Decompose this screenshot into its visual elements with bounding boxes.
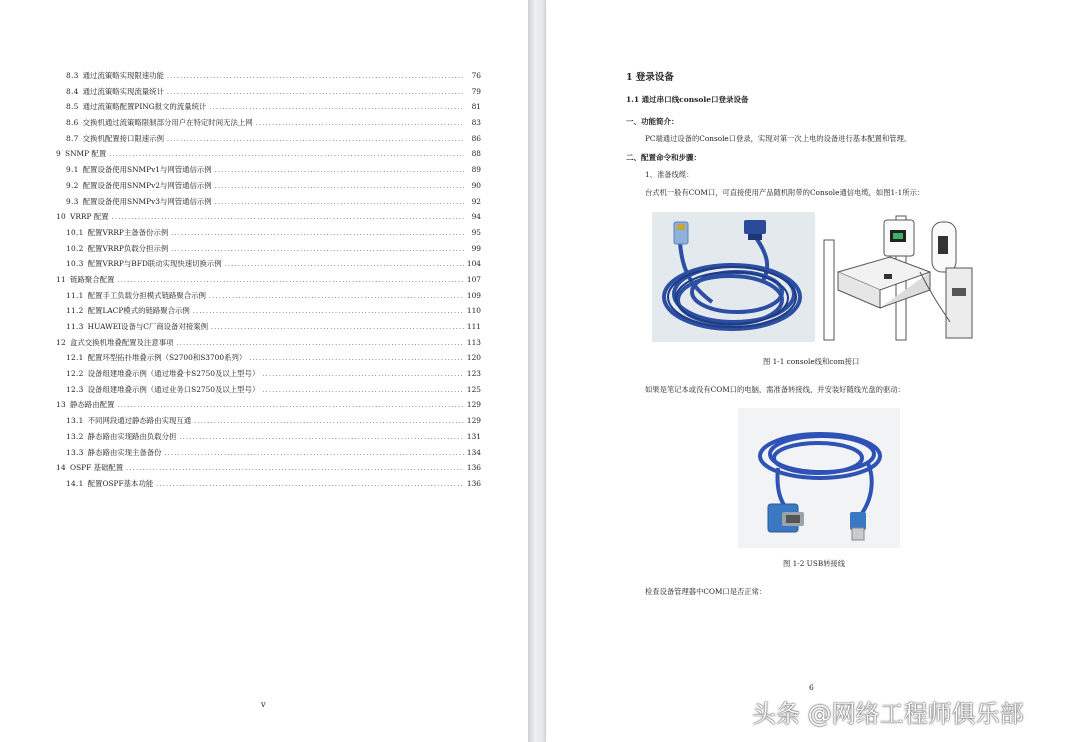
toc-leader-dots	[171, 246, 464, 253]
toc-entry-title: 通过流策略实现流量统计	[82, 86, 164, 96]
toc-entry[interactable]	[56, 101, 481, 117]
toc-entry-number: 12.2	[66, 369, 84, 379]
toc-entry[interactable]	[56, 337, 481, 353]
toc-entry[interactable]	[56, 258, 481, 274]
toc-leader-dots	[117, 402, 464, 409]
toc-entry-number: 11.2	[66, 306, 84, 316]
toc-entry-number: 9.2	[66, 180, 79, 190]
toc-entry-number: 14.1	[66, 478, 84, 488]
toc-entry-title: 设备组建堆叠示例（通过业务口S2750及以上型号）	[87, 384, 260, 394]
toc-entry-number: 8.6	[66, 118, 79, 128]
toc-entry-number: 8.3	[66, 71, 79, 80]
page-gutter	[528, 0, 546, 742]
toc-entry-page: 83	[471, 118, 481, 128]
toc-entry-page: 111	[466, 322, 481, 331]
toc-entry-page: 131	[466, 431, 481, 441]
toc-entry-title: 配置LACP模式的链路聚合示例	[87, 306, 190, 316]
toc-entry-number: 11.3	[66, 322, 84, 331]
toc-entry-page: 129	[466, 400, 481, 410]
toc-entry-page: 79	[471, 86, 481, 96]
toc-entry-number: 14	[56, 463, 67, 473]
console-cable-photo	[652, 212, 815, 342]
toc-entry[interactable]	[56, 227, 481, 243]
toc-leader-dots	[262, 387, 464, 394]
toc-entry-title: 设备组建堆叠示例（通过堆叠卡S2750及以上型号）	[87, 369, 260, 379]
toc-entry[interactable]	[56, 133, 481, 149]
toc-leader-dots	[156, 481, 464, 488]
table-of-contents	[56, 70, 481, 494]
toc-entry-title: 配置VRRP主备备份示例	[87, 227, 169, 237]
feature-intro-heading: 一、功能简介：	[626, 117, 679, 126]
toc-entry[interactable]	[56, 368, 481, 384]
toc-leader-dots	[209, 104, 464, 111]
laptop-instruction-text: 如果是笔记本或没有COM口的电脑，需准备转接线，并安装好随线光盘的驱动：	[645, 385, 905, 394]
toc-entry-number: 8.7	[66, 133, 79, 143]
toc-entry-page: 113	[466, 337, 481, 347]
toc-entry-page: 95	[471, 227, 481, 237]
watermark-text: 头条 @网络工程师俱乐部	[752, 700, 1024, 728]
toc-leader-dots	[215, 167, 464, 174]
toc-entry[interactable]	[56, 305, 481, 321]
section-heading: 1.1 通过串口线console口登录设备	[626, 95, 749, 104]
toc-entry[interactable]	[56, 196, 481, 212]
feature-intro-text: PC端通过设备的Console口登录，实现对第一次上电的设备进行基本配置和管理。	[645, 134, 912, 143]
toc-leader-dots	[167, 89, 464, 96]
toc-entry-title: HUAWEI设备与C厂商设备对接案例	[87, 322, 209, 331]
toc-entry-number: 11.1	[66, 290, 84, 300]
toc-entry-number: 8.4	[66, 86, 79, 96]
toc-entry-page: 109	[466, 290, 481, 300]
toc-entry-page: 134	[466, 447, 481, 457]
toc-entry[interactable]	[56, 321, 481, 337]
step-1-label: 1、准备线缆：	[645, 170, 694, 179]
toc-entry-title: 通过流策略实现限速功能	[82, 71, 164, 80]
toc-entry-title: 静态路由实现路由负载分担	[87, 431, 177, 441]
left-page-number: v	[261, 700, 266, 709]
toc-leader-dots	[177, 340, 464, 347]
toc-entry[interactable]	[56, 70, 481, 86]
toc-entry-title: 交换机通过流策略限制部分用户在特定时间无法上网	[82, 118, 253, 128]
toc-entry-number: 13.1	[66, 416, 84, 426]
toc-entry-title: 盒式交换机堆叠配置及注意事项	[70, 337, 174, 347]
toc-entry-page: 120	[466, 353, 481, 363]
toc-entry[interactable]	[56, 117, 481, 133]
figure-1-2-caption: 图 1-2 USB转接线	[783, 559, 846, 568]
toc-entry[interactable]	[56, 86, 481, 102]
toc-entry-number: 12.3	[66, 384, 84, 394]
toc-entry-page: 94	[471, 212, 481, 222]
toc-entry-page: 90	[471, 180, 481, 190]
toc-entry-page: 129	[466, 416, 481, 426]
toc-leader-dots	[211, 324, 464, 331]
toc-entry-title: 交换机配置接口限速示例	[82, 133, 164, 143]
toc-entry-title: 不同网段通过静态路由实现互通	[87, 416, 192, 426]
right-page-number: 6	[809, 683, 814, 692]
toc-entry[interactable]	[56, 431, 481, 447]
toc-entry-title: 配置OSPF基本功能	[87, 478, 154, 488]
toc-leader-dots	[167, 73, 464, 80]
toc-entry[interactable]	[56, 290, 481, 306]
toc-leader-dots	[225, 261, 464, 268]
toc-entry[interactable]	[56, 384, 481, 400]
steps-heading: 二、配置命令和步骤：	[626, 153, 701, 162]
toc-entry-number: 10	[56, 212, 67, 222]
toc-leader-dots	[126, 465, 464, 472]
toc-entry-title: 静态路由实现主备备份	[87, 447, 162, 457]
toc-entry-page: 89	[471, 165, 481, 175]
toc-entry-number: 11	[56, 274, 67, 284]
toc-entry-title: 配置环型拓扑堆叠示例（S2700和S3700系列）	[87, 353, 247, 363]
toc-entry-page: 92	[471, 196, 481, 206]
toc-entry-title: VRRP 配置	[70, 212, 109, 222]
toc-entry-number: 12.1	[66, 353, 84, 363]
toc-leader-dots	[215, 183, 464, 190]
toc-leader-dots	[171, 230, 464, 237]
toc-leader-dots	[112, 214, 464, 221]
toc-entry[interactable]	[56, 148, 481, 164]
toc-leader-dots	[262, 371, 464, 378]
toc-entry-number: 13	[56, 400, 67, 410]
toc-entry[interactable]	[56, 164, 481, 180]
toc-entry[interactable]	[56, 415, 481, 431]
toc-entry-number: 9.1	[66, 165, 79, 175]
toc-entry-page: 104	[466, 259, 481, 269]
toc-entry-number: 10.2	[66, 243, 84, 253]
toc-entry[interactable]	[56, 462, 481, 478]
toc-entry[interactable]	[56, 274, 481, 290]
toc-entry-title: 配置VRRP与BFD联动实现快速切换示例	[87, 259, 222, 269]
toc-entry[interactable]	[56, 211, 481, 227]
check-com-text: 检查设备管理器中COM口是否正常：	[645, 587, 767, 596]
toc-entry-number: 12	[56, 337, 67, 347]
toc-entry-number: 13.2	[66, 431, 84, 441]
com-port-illustration	[820, 212, 976, 342]
toc-entry[interactable]	[56, 243, 481, 259]
toc-leader-dots	[117, 277, 464, 284]
toc-entry-page: 76	[471, 71, 481, 80]
toc-entry-title: 配置VRRP负载分担示例	[87, 243, 169, 253]
toc-entry-title: 配置设备使用SNMPv1与网管通信示例	[82, 165, 212, 175]
toc-entry-title: SNMP 配置	[65, 149, 107, 159]
toc-entry-title: 配置设备使用SNMPv3与网管通信示例	[82, 196, 212, 206]
toc-entry[interactable]	[56, 399, 481, 415]
toc-entry-page: 99	[471, 243, 481, 253]
chapter-heading: 1 登录设备	[626, 72, 674, 83]
toc-entry-page: 136	[466, 478, 481, 488]
toc-leader-dots	[215, 199, 464, 206]
toc-leader-dots	[109, 151, 464, 158]
toc-entry-title: 配置设备使用SNMPv2与网管通信示例	[82, 180, 212, 190]
toc-entry-title: 通过流策略配置PING报文的流量统计	[82, 102, 207, 112]
toc-leader-dots	[167, 136, 464, 143]
toc-entry-page: 88	[471, 149, 481, 159]
toc-entry[interactable]	[56, 180, 481, 196]
toc-entry-title: 链路聚合配置	[70, 274, 115, 284]
toc-entry-number: 8.5	[66, 102, 79, 112]
toc-leader-dots	[256, 120, 464, 127]
toc-entry-page: 81	[471, 102, 481, 112]
toc-leader-dots	[179, 434, 464, 441]
toc-entry-number: 10.1	[66, 227, 84, 237]
toc-entry[interactable]	[56, 447, 481, 463]
toc-entry[interactable]	[56, 478, 481, 494]
toc-entry-page: 125	[466, 384, 481, 394]
toc-entry[interactable]	[56, 352, 481, 368]
toc-entry-page: 110	[466, 306, 481, 316]
toc-entry-title: 静态路由配置	[70, 400, 115, 410]
toc-entry-number: 9.3	[66, 196, 79, 206]
toc-leader-dots	[193, 308, 464, 315]
toc-entry-title: 配置手工负载分担模式链路聚合示例	[87, 290, 206, 300]
figure-1-1-caption: 图 1-1 console线和com接口	[763, 357, 860, 366]
content-page	[546, 0, 1080, 742]
toc-entry-page: 86	[471, 133, 481, 143]
toc-entry-number: 9	[56, 149, 62, 159]
toc-entry-page: 123	[466, 369, 481, 379]
toc-entry-page: 136	[466, 463, 481, 473]
toc-leader-dots	[194, 418, 464, 425]
toc-entry-title: OSPF 基础配置	[70, 463, 124, 473]
toc-leader-dots	[165, 450, 464, 457]
toc-leader-dots	[209, 293, 464, 300]
toc-leader-dots	[249, 355, 464, 362]
toc-entry-page: 107	[466, 274, 481, 284]
usb-adapter-photo	[738, 408, 900, 548]
toc-entry-number: 13.3	[66, 447, 84, 457]
step-1-text: 台式机一般有COM口，可直接使用产品随机附带的Console通信电缆，如图1-1所示：	[645, 188, 925, 197]
toc-entry-number: 10.3	[66, 259, 84, 269]
